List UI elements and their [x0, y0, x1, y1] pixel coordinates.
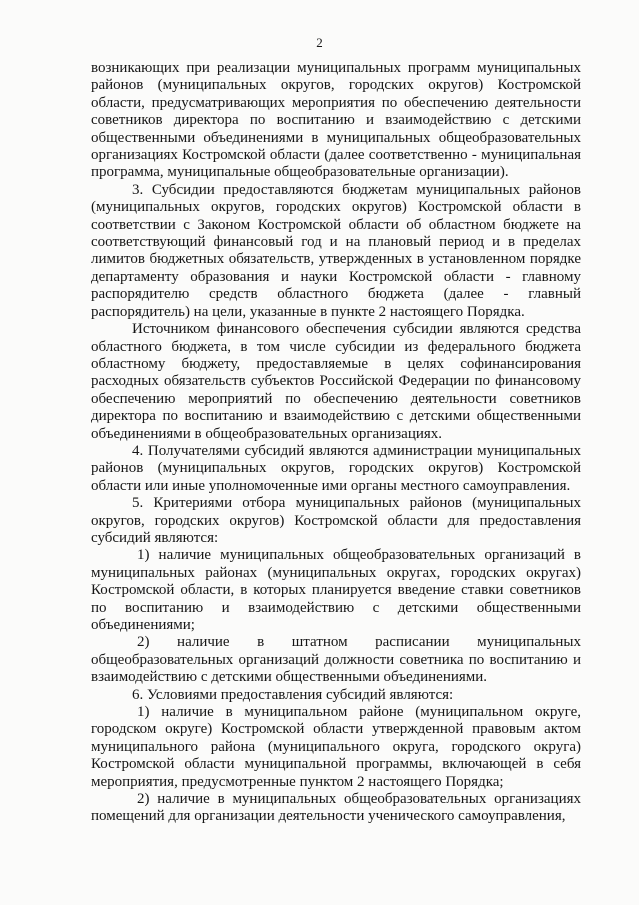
paragraph-funding-source: Источником финансового обеспечения субсидии являются средства областного бюджета, в том числе субсидии из федерального бюджета областному бюджету, предоставляемые в целях софинансирования расходных обязательств субъектов Российской Федерации по финансовому обеспечению мероприятий по обеспечению деятельности советников директора по воспитанию и взаимодействию с детскими общественными объединениями в общеобразовательных организациях.	[91, 321, 581, 442]
paragraph-clause-6-item-1: 1) наличие в муниципальном районе (муниципальном округе, городском округе) Костромской области утвержденной правовым актом муниципального района (муниципального округа, городского округа) Костромской области муниципальной программы, включающей в себя мероприятия, предусмотренные пунктом 2 настоящего Порядка;	[91, 704, 581, 790]
paragraph-clause-3: 3. Субсидии предоставляются бюджетам муниципальных районов (муниципальных округов, городских округов) Костромской области в соответствии с Законом Костромской области об областном бюджете на соответствующий финансовый год и на плановый период и в пределах лимитов бюджетных обязательств, утвержденных в установленном порядке департаменту образования и науки Костромской области - главному распорядителю средств областного бюджета (далее - главный распорядитель) на цели, указанные в пункте 2 настоящего Порядка.	[91, 181, 581, 320]
paragraph-clause-4: 4. Получателями субсидий являются администрации муниципальных районов (муниципальных округов, городских округов) Костромской области или иные уполномоченные ими органы местного самоуправления.	[91, 442, 581, 494]
paragraph-clause-5-item-2: 2) наличие в штатном расписании муниципальных общеобразовательных организаций должности советника по воспитанию и взаимодействию с детскими общественными объединениями.	[91, 634, 581, 686]
page-number: 2	[316, 35, 323, 50]
paragraph-clause-5-item-1: 1) наличие муниципальных общеобразовательных организаций в муниципальных районах (муниципальных округах, городских округах) Костромской области, в которых планируется введение ставки советников по воспитанию и взаимодействию с детскими общественными объединениями;	[91, 547, 581, 633]
paragraph-continuation: возникающих при реализации муниципальных программ муниципальных районов (муниципальных округов, городских округов) Костромской области, предусматривающих мероприятия по обеспечению деятельности советников директора по воспитанию и взаимодействию с детскими общественными объединениями в муниципальных общеобразовательных организациях Костромской области (далее соответственно - муниципальная программа, муниципальные общеобразовательные организации).	[91, 60, 581, 181]
paragraph-clause-6: 6. Условиями предоставления субсидий являются:	[132, 686, 454, 703]
document-body	[91, 60, 581, 826]
paragraph-clause-6-item-2: 2) наличие в муниципальных общеобразовательных организациях помещений для организации деятельности ученического самоуправления,	[91, 791, 581, 825]
paragraph-clause-5: 5. Критериями отбора муниципальных районов (муниципальных округов, городских округов) Костромской области для предоставления субсидий являются:	[91, 495, 581, 546]
